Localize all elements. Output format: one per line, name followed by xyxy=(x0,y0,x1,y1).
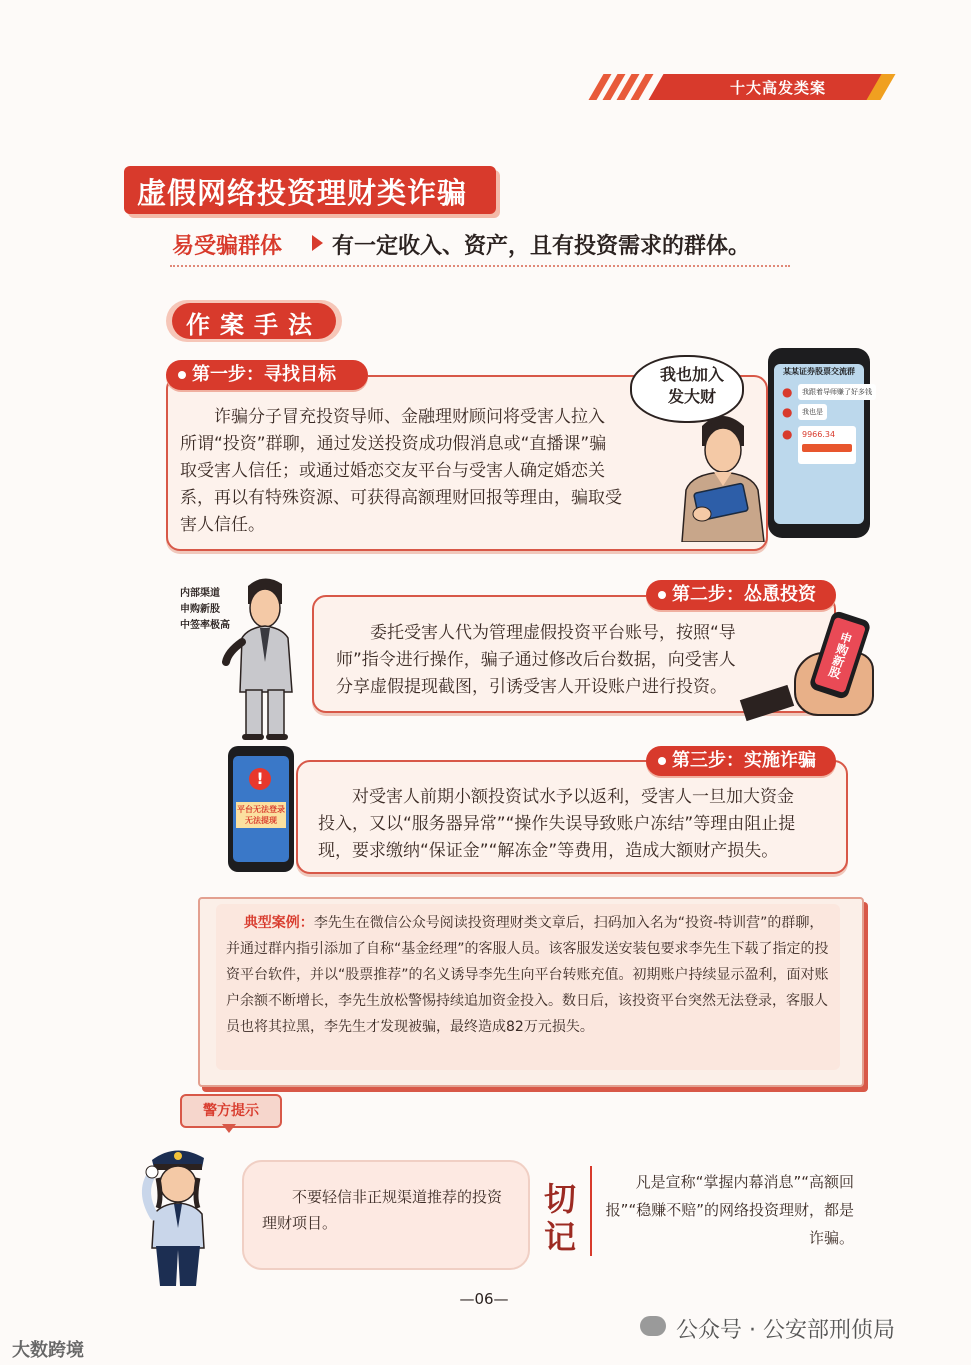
chat-message xyxy=(782,384,872,400)
section-header-tag xyxy=(590,74,890,100)
warning-icon: ! xyxy=(249,768,271,790)
page-title: 虚假网络投资理财类诈骗 xyxy=(137,176,468,210)
dotted-divider xyxy=(170,265,790,267)
step3-line: 现，要求缴纳“保证金”“解冻金”等费用，造成大额财产损失。 xyxy=(318,841,779,861)
step2-line: 分享虚假提现截图，引诱受害人开设账户进行投资。 xyxy=(336,677,727,697)
profit-amount: 9966.34 xyxy=(802,430,836,439)
header-tag-text: 十大高发类案 xyxy=(730,79,827,97)
step1-line: 取受害人信任；或通过婚恋交友平台与受害人确定婚恋关 xyxy=(180,461,605,481)
step1-text xyxy=(180,404,660,539)
step2-line: 师”指令进行操作，骗子通过修改后台数据，向受害人 xyxy=(336,650,736,670)
chat-bubble: 我也是 xyxy=(798,404,827,420)
step1-line: 系，再以有特殊资源、可获得高额理财回报等理由，骗取受 xyxy=(180,488,622,508)
scammer-label: 中签率极高 xyxy=(180,620,230,631)
profit-bar xyxy=(802,444,852,452)
remember-calligraphy xyxy=(540,1180,580,1256)
scammer-label: 内部渠道 xyxy=(180,588,220,599)
step3-text xyxy=(318,784,838,865)
remember-char: 切 xyxy=(543,1180,576,1218)
wechat-icon xyxy=(640,1316,666,1336)
police-tip-tab: 警方提示 xyxy=(180,1094,282,1128)
step2-text xyxy=(336,620,796,701)
step2-label: 第二步：怂恿投资 xyxy=(646,580,836,610)
user-icon: ● xyxy=(782,427,793,441)
step1-line: 所谓“投资”群聊，通过发送投资成功假消息或“直播课”骗 xyxy=(180,434,607,454)
error-line: 平台无法登录 xyxy=(237,805,285,814)
speech-bubble-text xyxy=(652,364,732,408)
step2-line: 委托受害人代为管理虚假投资平台账号，按照“导 xyxy=(336,623,736,643)
phone-screen xyxy=(774,364,872,524)
target-group-label: 易受骗群体 xyxy=(172,234,283,259)
case-body: 李先生在微信公众号阅读投资理财类文章后，扫码加入名为“投资-特训营”的群聊，并通过群内指引添加了自称“基金经理”的客服人员。该客服发送安装包要求李先生下载了指定的投资平台软件，并以“股票推荐”的名义诱导李先生向平台转账充值。初期账户持续显示盈利，面对账户余额不断增长，李先生放松警惕持续追加资金投入。数日后，该投资平台突然无法登录，客服人员也将其拉黑，李先生才发现被骗，最终造成82万元损失。 xyxy=(226,915,829,1035)
group-name: 某某证券股票交流群 xyxy=(783,367,855,376)
step3-line: 对受害人前期小额投资试水予以返利，受害人一旦加大资金 xyxy=(318,787,794,807)
phone-platform-error xyxy=(228,746,294,872)
speech-line: 发大财 xyxy=(667,387,716,406)
error-line: 无法提现 xyxy=(245,816,277,825)
vertical-divider xyxy=(590,1166,592,1256)
footer-watermark: 大数跨境 xyxy=(12,1340,84,1361)
chat-bubble: 我跟着导师赚了好多钱 xyxy=(798,384,876,400)
step1-line: 害人信任。 xyxy=(180,515,265,535)
chat-message xyxy=(782,404,862,420)
phone-group-chat xyxy=(768,348,870,538)
case-text xyxy=(226,910,834,1040)
user-icon: ● xyxy=(782,405,793,419)
speech-line: 我也加入 xyxy=(659,365,724,384)
scammer-suit-illustration xyxy=(222,572,306,742)
triangle-arrow-icon xyxy=(312,235,323,251)
step3-label: 第三步：实施诈骗 xyxy=(646,746,836,776)
step3-line: 投入，又以“服务器异常”“操作失误导致账户冻结”等理由阻止提 xyxy=(318,814,796,834)
phone-in-hand-screen: 申购新股 xyxy=(814,617,866,693)
page-number: —06— xyxy=(459,1290,509,1308)
advice-text: 不要轻信非正规渠道推荐的投资理财项目。 xyxy=(262,1188,503,1232)
hand-phone-illustration xyxy=(742,608,878,716)
man-with-book-illustration xyxy=(672,406,772,542)
step1-label: 第一步：寻找目标 xyxy=(166,360,368,390)
method-title: 作案手法 xyxy=(186,311,322,339)
user-icon: ● xyxy=(782,385,793,399)
chat-message xyxy=(782,426,862,466)
step1-line: 诈骗分子冒充投资导师、金融理财顾问将受害人拉入 xyxy=(180,407,605,427)
error-alert xyxy=(236,802,286,828)
warning-text: 凡是宣称“掌握内幕消息”“高额回报”“稳赚不赔”的网络投资理财，都是诈骗。 xyxy=(605,1173,854,1247)
tip-pointer xyxy=(222,1124,236,1133)
police-officer-illustration xyxy=(132,1138,222,1288)
sleeve-shape xyxy=(740,685,794,721)
target-group-text: 有一定收入、资产，且有投资需求的群体。 xyxy=(332,234,751,259)
case-label: 典型案例： xyxy=(243,915,314,931)
phone-screen xyxy=(233,756,289,862)
footer-brand: 公众号 · 公安部刑侦局 xyxy=(676,1318,895,1343)
remember-char: 记 xyxy=(543,1218,576,1256)
scammer-label: 申购新股 xyxy=(180,604,220,615)
profit-card xyxy=(798,426,856,464)
